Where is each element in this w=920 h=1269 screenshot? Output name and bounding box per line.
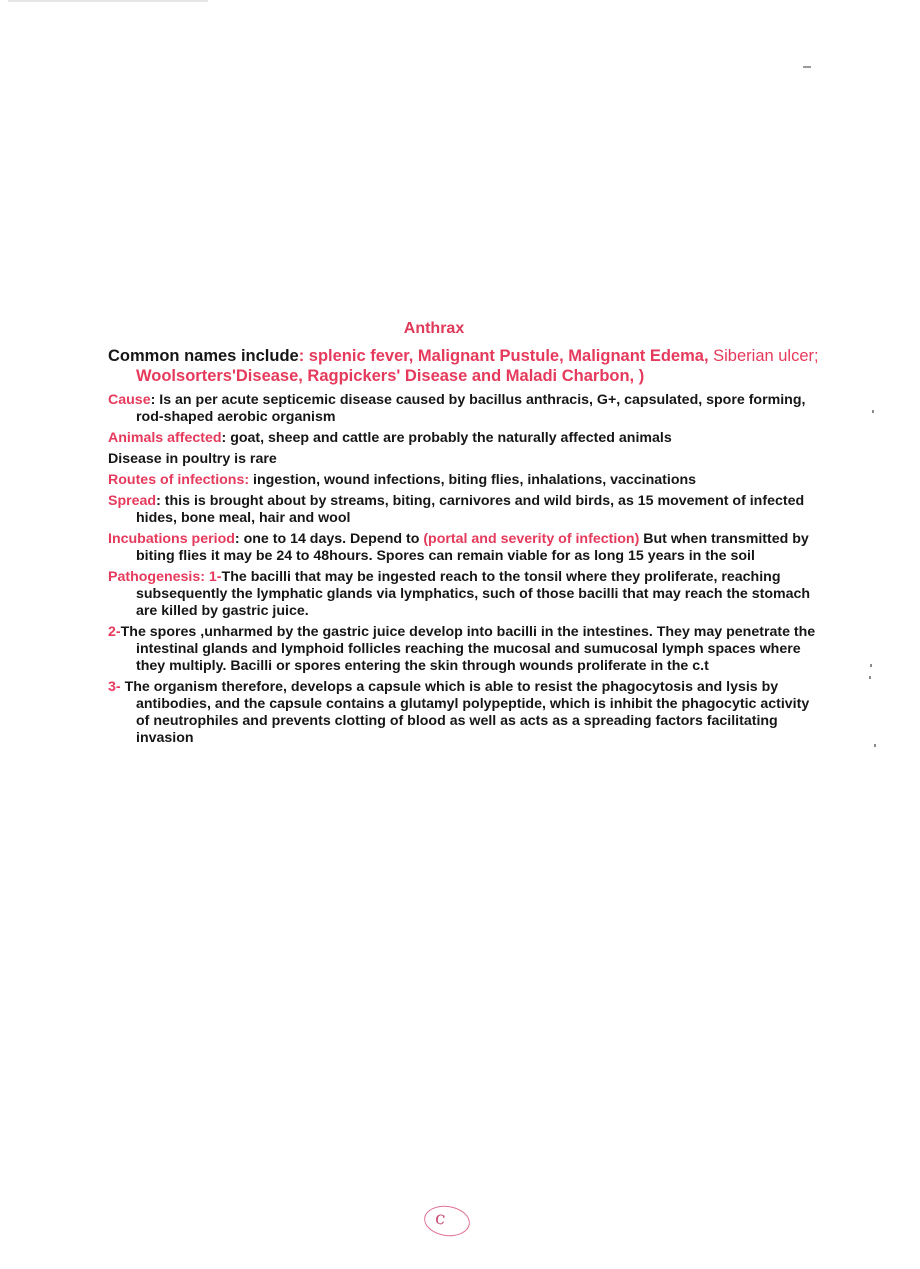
pathogenesis-entry-3 (108, 679, 820, 747)
incubation-text-2: But when transmitted by biting flies it may be 24 to 48hours. Spores can remain viable for as long 15 years in the soil (136, 531, 809, 564)
incubation-entry (108, 531, 820, 565)
animals-affected-text: : goat, sheep and cattle are probably the naturally affected animals (221, 430, 672, 446)
page-number: c (433, 1207, 447, 1230)
incubation-highlight: (portal and severity of infection) (423, 531, 640, 547)
page-number-mark (422, 1203, 472, 1239)
spread-entry (108, 493, 820, 527)
pathogenesis-number-3: 3- (108, 679, 121, 695)
pathogenesis-point-1: The bacilli that may be ingested reach to the tonsil where they proliferate, reaching subsequently the lymphatic glands via lymphatics, such of those bacilli that may reach the stomach are killed by gastric juice. (136, 569, 811, 619)
common-names-plain: Siberian ulcer; (708, 347, 819, 365)
routes-text: ingestion, wound infections, biting flies, inhalations, vaccinations (249, 472, 697, 488)
scan-artifact-dot (874, 744, 876, 747)
scan-artifact-line (8, 0, 208, 2)
poultry-note: Disease in poultry is rare (108, 451, 277, 467)
routes-entry (108, 472, 820, 489)
common-names-list-1: : splenic fever, Malignant Pustule, Malignant Edema, (298, 347, 709, 365)
pathogenesis-entry-2 (108, 624, 820, 675)
animals-affected-entry (108, 430, 820, 447)
document-body (108, 346, 820, 751)
common-names-list-2: Woolsorters'Disease, Ragpickers' Disease and Maladi Charbon, ) (136, 367, 645, 385)
spread-text: : this is brought about by streams, biting, carnivores and wild birds, as 15 movement of infected hides, bone meal, hair and wool (136, 493, 805, 526)
scan-artifact-dot (869, 676, 871, 679)
incubation-text-1: : one to 14 days. Depend to (234, 531, 424, 547)
incubation-label: Incubations period (108, 531, 235, 547)
animals-affected-label: Animals affected (108, 430, 222, 446)
spread-label: Spread (108, 493, 157, 509)
document-title: Anthrax (403, 320, 465, 337)
scan-artifact-dot (872, 410, 874, 413)
cause-entry (108, 392, 820, 426)
common-names-label: Common names include (108, 347, 299, 365)
pathogenesis-point-3: The organism therefore, develops a capsule which is able to resist the phagocytosis and lysis by antibodies, and the capsule contains a glutamyl polypeptide, which is inhibit the phagocytic activity of neutrophiles and prevents clotting of blood as well as acts as a spreading factors facilitating invasion (120, 679, 810, 746)
pathogenesis-number-2: 2- (108, 624, 121, 640)
common-names-entry (108, 346, 820, 386)
cause-text: : Is an per acute septicemic disease caused by bacillus anthracis, G+, capsulated, spore forming, rod-shaped aerobic organism (136, 392, 806, 425)
cause-label: Cause (108, 392, 151, 408)
scan-artifact-dot (870, 664, 872, 667)
scan-artifact-mark (803, 66, 811, 68)
pathogenesis-label: Pathogenesis: 1- (108, 569, 222, 585)
routes-label: Routes of infections: (108, 472, 250, 488)
pathogenesis-entry-1 (108, 569, 820, 620)
pathogenesis-point-2: The spores ,unharmed by the gastric juice develop into bacilli in the intestines. They may penetrate the intestinal glands and lymphoid follicles reaching the mucosal and sumucosal lymph spaces where they multiply. Bacilli or spores entering the skin through wounds proliferate in the c.t (120, 624, 816, 674)
